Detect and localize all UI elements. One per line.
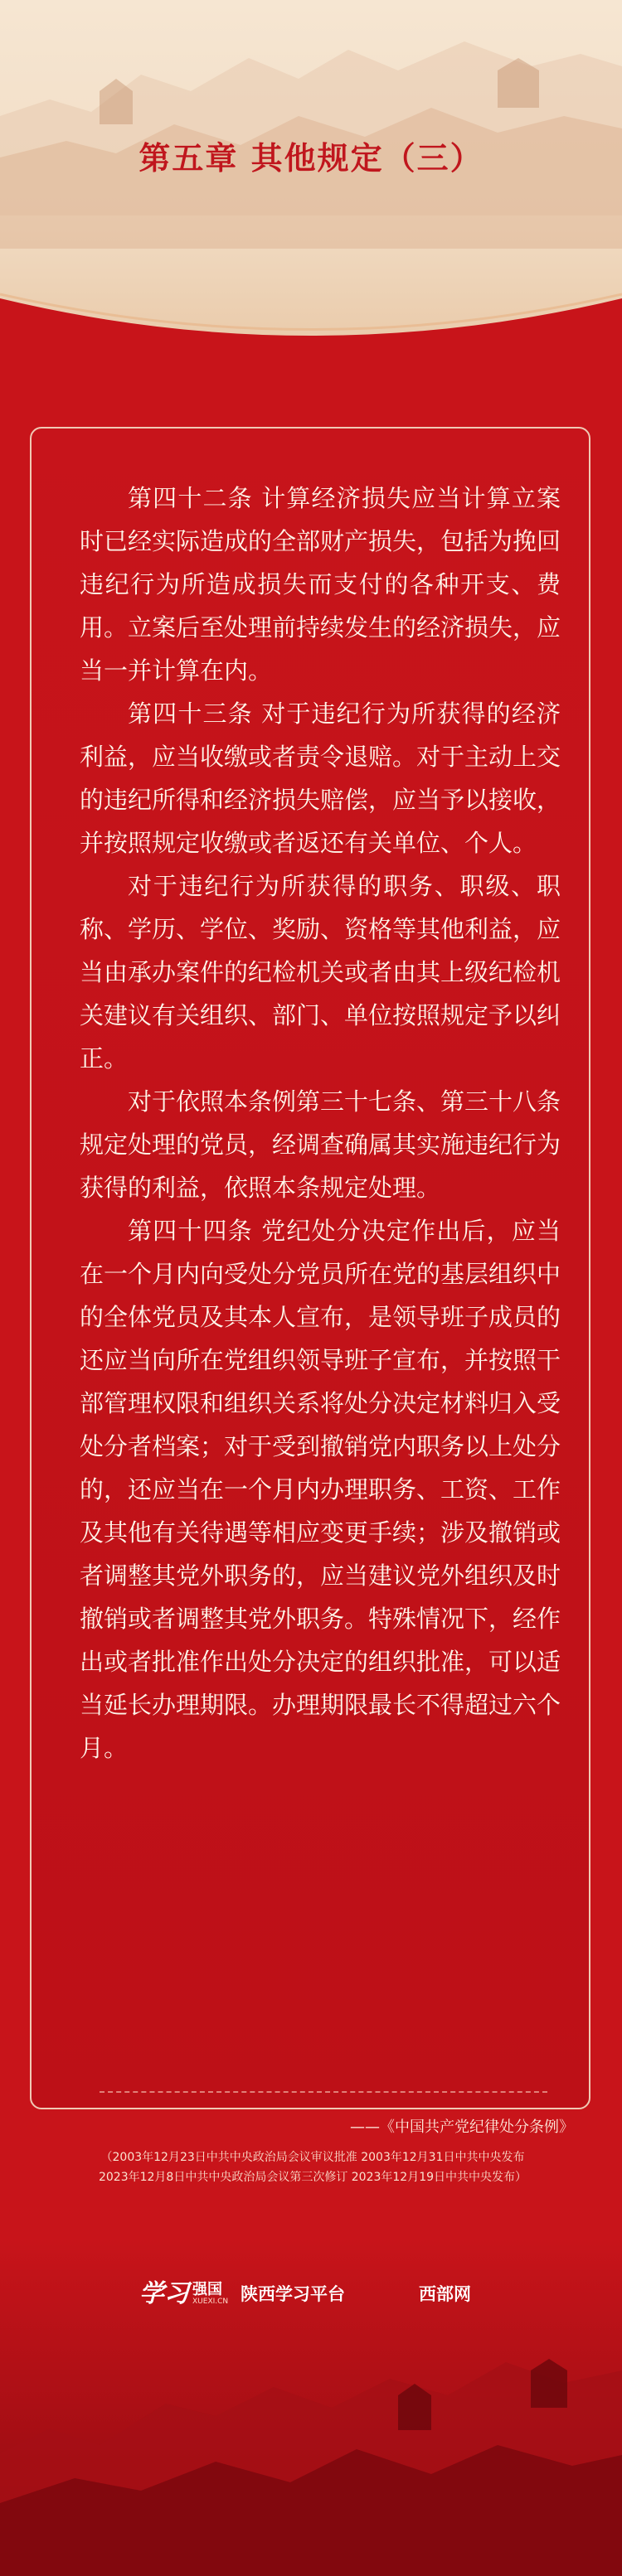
paragraph-article-42: 第四十二条 计算经济损失应当计算立案时已经实际造成的全部财产损失，包括为挽回违纪行为所造成损失而支付的各种开支、费用。立案后至处理前持续发生的经济损失，应当一并计算在内。 [80, 484, 561, 685]
source-note-line-2: 2023年12月8日中共中央政治局会议第三次修订 2023年12月19日中共中央发布） [98, 2171, 527, 2184]
paragraph-article-43-other-benefits: 对于违纪行为所获得的职务、职级、职称、学历、学位、奖励、资格等其他利益，应当由承办案件的纪检机关或者由其上级纪检机关建议有关组织、部门、单位按照规定予以纠正。 [80, 872, 561, 1073]
header-curve [0, 249, 622, 356]
xuexi-logo-script: 学习 [139, 2279, 189, 2308]
dashed-divider [100, 2091, 547, 2093]
source-citation: ——《中国共产党纪律处分条例》 [350, 2118, 574, 2136]
xibu-logo: 西部网 [419, 2284, 471, 2304]
page-title: 第五章 其他规定（三） [138, 139, 484, 177]
source-note-line-1: （2003年12月23日中共中央政治局会议审议批准 2003年12月31日中共中央发布 [100, 2151, 525, 2164]
paragraph-article-43-reference: 对于依照本条例第三十七条、第三十八条规定处理的党员，经调查确属其实施违纪行为获得的利益，依照本条规定处理。 [80, 1087, 561, 1202]
paragraph-article-43: 第四十三条 对于违纪行为所获得的经济利益，应当收缴或者责令退赔。对于主动上交的违纪所得和经济损失赔偿，应当予以接收，并按照规定收缴或者返还有关单位、个人。 [80, 700, 561, 857]
footer-logos [0, 2273, 622, 2322]
paragraph-article-44: 第四十四条 党纪处分决定作出后，应当在一个月内向受处分党员所在党的基层组织中的全体党员及其本人宣布，是领导班子成员的还应当向所在党组织领导班子宣布，并按照干部管理权限和组织关系将处分决定材料归入受处分者档案；对于受到撤销党内职务以上处分的，还应当在一个月内办理职务、工资、工作及其他有关待遇等相应变更手续；涉及撤销或者调整其党外职务的，应当建议党外组织及时撤销或者调整其党外职务。特殊情况下，经作出或者批准作出处分决定的组织批准，可以适当延长办理期限。办理期限最长不得超过六个月。 [80, 1217, 561, 1762]
qiangguo-logo-text: 强国 [192, 2281, 222, 2298]
shaanxi-platform-label: 陕西学习平台 [241, 2284, 345, 2304]
header-banner [0, 0, 622, 356]
article-body [80, 477, 561, 1770]
xuexi-domain-text: XUEXI.CN [192, 2298, 229, 2306]
